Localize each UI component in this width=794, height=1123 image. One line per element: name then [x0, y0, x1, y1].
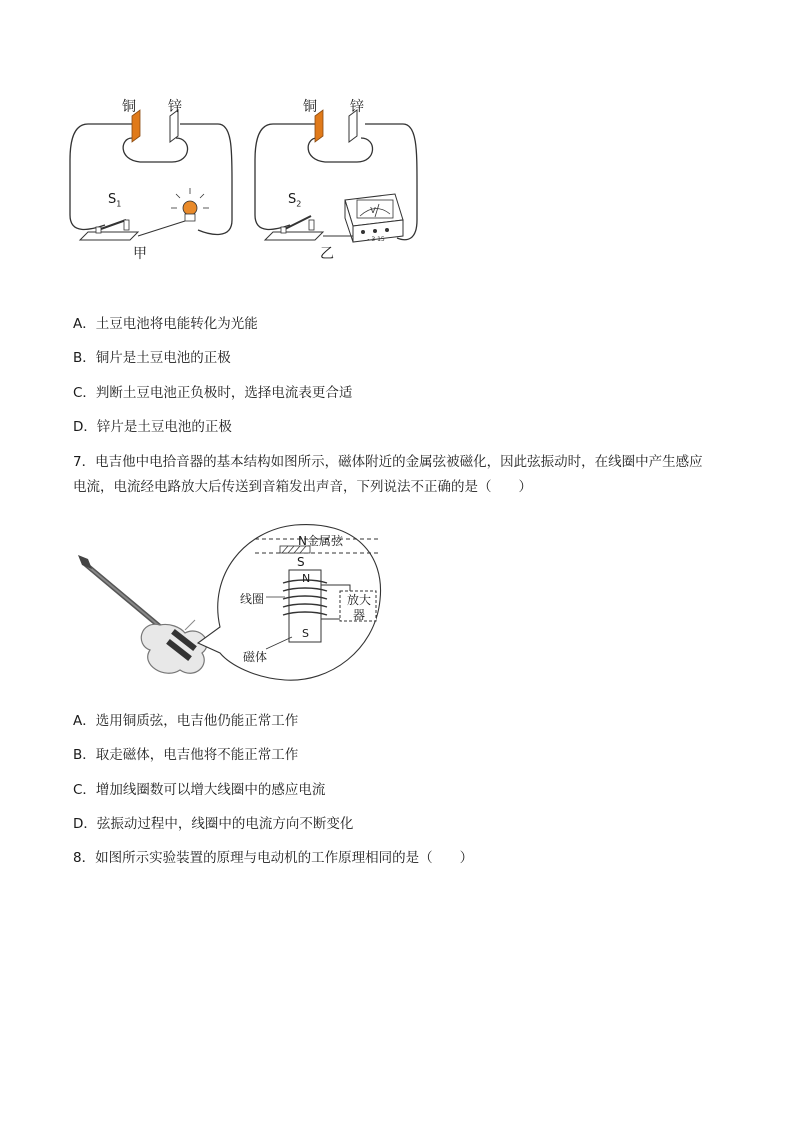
- q6-option-a: A．土豆电池将电能转化为光能: [73, 316, 258, 332]
- switch-s1: [80, 232, 138, 240]
- q6-option-d: D．锌片是土豆电池的正极: [73, 419, 232, 435]
- q7-option-a: A．选用铜质弦，电吉他仍能正常工作: [73, 713, 299, 729]
- n-label: N: [302, 572, 311, 585]
- copper-label-2: 铜: [303, 99, 317, 115]
- s-bottom-label: S: [302, 627, 309, 640]
- voltmeter-symbol: V: [370, 206, 376, 215]
- q7-stem-line1: 7．电吉他中电拾音器的基本结构如图所示，磁体附近的金属弦被磁化，因此弦振动时，在线圈中产生感应: [73, 454, 703, 470]
- switch-label-2: $S_2$: [288, 192, 302, 209]
- amplifier-label: 放大 器: [346, 593, 371, 622]
- q7-option-d: D．弦振动过程中，线圈中的电流方向不断变化: [73, 816, 354, 832]
- caption-yi: 乙: [320, 246, 334, 262]
- zinc-label-2: 锌: [350, 99, 364, 115]
- bulb-icon: [171, 188, 209, 221]
- q6-option-b: B．铜片是土豆电池的正极: [73, 350, 231, 366]
- switch-label-1: $S_1$: [108, 192, 122, 209]
- q6-option-c: C．判断土豆电池正负极时，选择电流表更合适: [73, 385, 353, 401]
- voltmeter-icon: [345, 194, 403, 242]
- q8-stem: 8．如图所示实验装置的原理与电动机的工作原理相同的是（ ）: [73, 850, 474, 866]
- s-top-label: S: [297, 555, 305, 569]
- figure-yi: [245, 90, 425, 270]
- q7-stem-line2: 电流，电流经电路放大后传送到音箱发出声音，下列说法不正确的是（ ）: [73, 479, 532, 495]
- guitar-icon: [78, 555, 207, 673]
- q7-option-b: B．取走磁体，电吉他将不能正常工作: [73, 747, 299, 763]
- caption-jia: 甲: [133, 246, 147, 262]
- switch-s2: [265, 232, 323, 240]
- voltmeter-terminals: - 3 15: [367, 236, 385, 243]
- copper-label-1: 铜: [122, 99, 136, 115]
- figure-jia: [60, 90, 240, 270]
- q7-option-c: C．增加线圈数可以增大线圈中的感应电流: [73, 782, 326, 798]
- string-label: N金属弦: [298, 534, 343, 548]
- coil-label: 线圈: [240, 592, 265, 606]
- zinc-label-1: 锌: [168, 99, 182, 115]
- magnet-label: 磁体: [243, 650, 268, 664]
- q7-stem: [73, 450, 733, 500]
